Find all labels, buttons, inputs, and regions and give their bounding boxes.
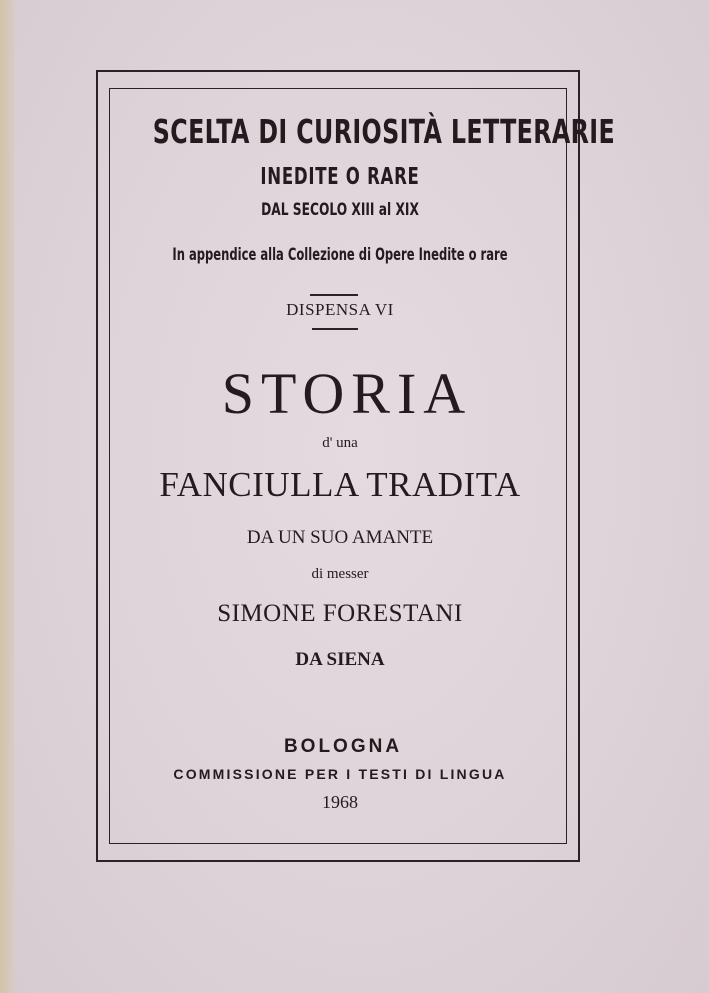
author-origin: DA SIENA [295,649,385,670]
series-subtitle: INEDITE O RARE [260,164,420,190]
series-title: SCELTA DI CURIOSITÀ LETTERARIE [152,112,616,151]
publication-year: 1968 [322,792,358,812]
author-name: SIMONE FORESTANI [217,600,463,627]
publication-place: BOLOGNA [283,736,403,757]
title-connector: d' una [322,435,358,451]
series-period: DAL SECOLO XIII al XIX [261,200,419,220]
title-subject: FANCIULLA TRADITA [159,465,521,504]
issue-rule-top [310,294,358,296]
author-prefix: di messer [311,566,369,582]
publisher-name: COMMISSIONE PER I TESTI DI LINGUA [173,766,507,782]
title-main: STORIA [221,361,473,426]
title-rest: DA UN SUO AMANTE [246,527,434,548]
issue-number: DISPENSA VI [286,300,394,319]
series-note: In appendice alla Collezione di Opere Inedite o rare [172,245,508,265]
issue-rule-bottom [312,328,358,330]
